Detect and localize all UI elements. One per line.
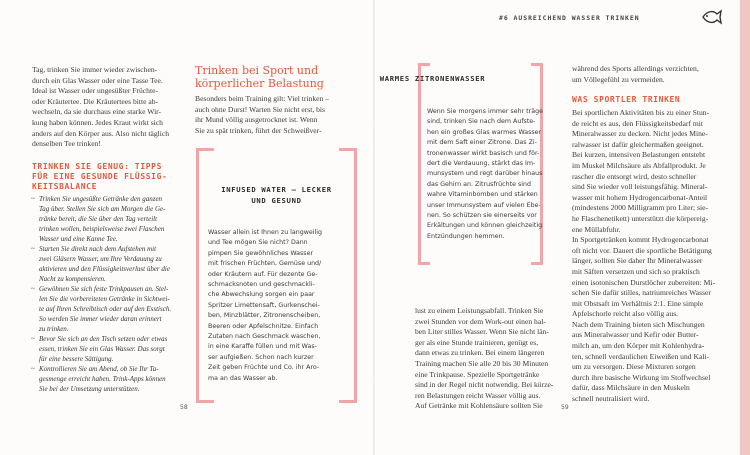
fish-logo-icon (701, 8, 723, 26)
tip-line (32, 234, 180, 244)
text-line: Apfelschorle reicht also völlig aus. (572, 309, 679, 319)
text-line: ten, schnell verdaulichen Eiweißen und Kali- (572, 351, 710, 361)
text-line: Auf Getränke mit Kohlensäure sollten Sie (415, 401, 543, 411)
tip-line (32, 314, 180, 324)
page-number-left: 58 (180, 404, 188, 411)
text-line: schen Sie dafür stilles, natriumreiches Wasser (572, 288, 711, 298)
tip-text: Nacht zu kompensieren. (39, 275, 106, 283)
text-line: durch ein Glas Wasser oder eine Tasse Tee. (32, 75, 163, 85)
text-line: ihr Mund völlig ausgetrocknet ist. Wenn (195, 115, 318, 125)
text-line: Training machen Sie alle 20 bis 30 Minuten (415, 358, 549, 368)
text-line: rascher die entsorgt wird, desto schneller (572, 171, 697, 181)
right-page (375, 0, 750, 455)
text-line: dann etwas zu trinken. Bei einem längeren (415, 348, 545, 358)
page-edge-stripe (740, 0, 750, 455)
tip-text: zwei Gläsern Wasser, um Ihre Verdauung zu (39, 255, 162, 263)
text-line: schnell neutralisiert wird. (572, 394, 650, 404)
tip-text: tränke bereit, die Sie über den Tag verteilt (39, 215, 158, 223)
box-gap (430, 60, 531, 70)
tip-text: Gewöhnen Sie sich feste Trinkpausen an. Stel- (39, 285, 169, 293)
tip-text: aktivieren und den Flüssigkeitsverlust über die (39, 265, 170, 273)
box-text-line: mit dem Saft einer Zitrone. Das Zi- (427, 139, 537, 147)
intro-paragraph (32, 65, 172, 150)
tip-line (32, 364, 180, 374)
text-line: im Muskel Milchsäure als Abfallprodukt. Je (572, 160, 706, 170)
text-line: um zu versorgen. Diese Mixturen sorgen (572, 362, 696, 372)
text-line: Besonders beim Training gilt: Viel trinken – (195, 94, 329, 103)
text-line: dafür, dass Milchsäure in den Muskeln (572, 383, 690, 393)
box-text-line: Entzündungen hemmen. (427, 232, 505, 240)
text-line: de reicht es aus, den Flüssigkeitsbedarf mit (572, 118, 703, 128)
tip-text: für eine bessere Sättigung. (39, 355, 114, 363)
tip-text: Sie bei der Umsetzung unterstützen. (39, 385, 140, 393)
box-text-line: ma an das Wasser ab. (208, 374, 278, 382)
text-line: Sie zu spät trinken, führt der Schweißver- (195, 125, 322, 135)
box-text-line: ser aufgießen. Schon nach kurzer (208, 353, 314, 361)
tilde-bullet-icon: ~ (31, 365, 35, 373)
tip-line (32, 274, 180, 284)
tip-line (32, 214, 180, 224)
text-line: um Völlegefühl zu vermeiden. (572, 74, 665, 84)
tip-line (32, 244, 180, 254)
sport-title (195, 64, 355, 90)
text-line: Ideal ist Wasser oder ungesüßter Früchte- (32, 86, 158, 96)
text-line: Bei sportlichen Aktivitäten bis zu einer Stun- (572, 108, 710, 117)
sportler-paragraph (572, 108, 728, 405)
text-line: sind Sie wieder voll leistungsfähig. Mineral- (572, 182, 708, 192)
tips-heading (32, 162, 182, 192)
sportler-heading: WAS SPORTLER TRINKEN (572, 95, 681, 104)
tip-text: trinken wollen, beispielsweise zwei Flaschen (39, 225, 165, 233)
tilde-bullet-icon: ~ (31, 285, 35, 293)
box-text-line: unser Immunsystem auf vielen Ebe- (427, 201, 541, 209)
text-line: Bei kurzen, intensiven Belastungen entsteht (572, 150, 706, 160)
text-line: zwei Stunden vor dem Work-out einen hal- (415, 316, 546, 326)
tip-line (32, 264, 180, 274)
text-line: ger als eine Stunde trainieren, genügt es, (415, 337, 539, 347)
box-text-line: wahre Vitaminbomben und stärken (427, 191, 538, 199)
tip-text: Kontrollieren Sie am Abend, ob Sie Ihr Ta- (39, 365, 159, 373)
box-text-line: ben, Minzblätter, Zitronenscheiben, (208, 312, 321, 320)
tip-text: te auf Ihren Schreibtisch oder auf den Esstisch. (39, 305, 172, 313)
tip-text: zu trinken. (39, 325, 69, 333)
box-text-line: dert die Verdauung, stärkt das Im- (427, 160, 536, 168)
text-line: ben Liter stilles Wasser. Wenn Sie nicht län- (415, 327, 549, 337)
text-line: he Flaschenetikett) unterstützt die körpereig- (572, 213, 709, 223)
box-gap (214, 396, 339, 406)
running-head: #6 AUSREICHEND WASSER TRINKEN (499, 14, 640, 22)
text-line: auch ohne Durst! Warten Sie nicht erst, bis (195, 104, 325, 114)
box-text-line: Wasser allein ist Ihnen zu langweilig (208, 229, 323, 236)
tip-line (32, 354, 180, 364)
box-text-line: schmacksnoten und geschmackli- (208, 281, 315, 289)
lemon-box-title: WARMES ZITRONENWASSER (379, 74, 486, 83)
box-title-line: INFUSED WATER – LECKER (221, 185, 332, 194)
box-text-line: Spritzer Limettensaft, Gurkenschei- (208, 301, 320, 309)
box-gap (214, 145, 339, 155)
box-text-line: und Tee mögen Sie nicht? Dann (208, 239, 308, 247)
box-text-line: nen. So schützen sie einerseits vor (427, 212, 537, 220)
text-line: einen isotonischen Durstlöcher zubereiten: Mi- (572, 277, 715, 287)
text-line: oft nicht vor. Dauert die sportliche Betätigung (572, 245, 712, 255)
heading-line: FÜR EINE GESUNDE FLÜSSIG- (32, 172, 168, 181)
tip-line (32, 204, 180, 214)
tip-text: len Sie die vorbereiteten Getränke in Sichtwei- (39, 295, 170, 303)
box-text-line: Wenn Sie morgens immer sehr träge (427, 108, 543, 115)
tip-line (32, 224, 180, 234)
text-line: kung haben können. Jedes Kraut wirkt sich (32, 117, 163, 127)
tip-text: Bevor Sie sich an den Tisch setzen oder etwas (39, 335, 168, 343)
text-line: milch an, um den Körper mit Kohlenhydra- (572, 341, 705, 351)
box-text-line: in eine Karaffe füllen und mit Was- (208, 343, 317, 351)
tip-line (32, 254, 180, 264)
tip-line (32, 344, 180, 354)
page-number-right: 59 (561, 404, 569, 411)
tip-line (32, 284, 180, 294)
tip-text: essen, trinken Sie ein Glas Wasser. Das sorgt (39, 345, 165, 353)
tip-text: Wasser und eine Kanne Tee. (39, 235, 118, 243)
tip-text: Trinken Sie ungesüßte Getränke den ganzen (39, 195, 163, 203)
text-line: aus Mineralwasser und Kefir oder Butter- (572, 330, 699, 340)
infused-box-title (199, 184, 354, 206)
text-line: wasser mit hohem Hydrogencarbonat-Anteil (572, 192, 708, 202)
box-text-line: Erkältungen und können gleichzeitig (427, 222, 543, 230)
box-text-line: mit frischen Früchten, Gemüse und/ (208, 260, 322, 268)
box-text-line: Beeren oder Apfelschnitze. Einfach (208, 322, 319, 330)
text-line: Tag, trinken Sie immer wieder zwischen- (32, 65, 158, 74)
tip-text: Starten Sie direkt nach dem Aufstehen mit (39, 245, 157, 253)
text-line: denselben Tee trinken! (32, 139, 101, 149)
text-line: anders auf den Körper aus. Also nicht täglich (32, 128, 170, 138)
box-text-line: oder Kräutern auf. Für dezente Ge- (208, 270, 318, 278)
heading-line: TRINKEN SIE GENUG: TIPPS (32, 162, 162, 171)
tip-line (32, 304, 180, 314)
tilde-bullet-icon: ~ (31, 335, 35, 343)
tip-line (32, 324, 180, 334)
tip-line (32, 384, 180, 394)
heading-line: KEITSBALANCE (32, 182, 97, 191)
title-line: körperlicher Belastung (195, 77, 324, 90)
text-line: (mindestens 2000 Milligramm pro Liter; sie- (572, 203, 709, 213)
tilde-bullet-icon: ~ (31, 245, 35, 253)
box-text-line: hen ein großes Glas warmes Wasser (427, 128, 542, 136)
tip-text: So werden Sie immer wieder daran erinnert (39, 315, 162, 323)
box-text-line: che Abwechslung sorgen ein paar (208, 291, 315, 299)
tip-line (32, 194, 180, 204)
box-text-line: tronenwasser wirkt basisch und för- (427, 149, 540, 157)
box-text-line: munsystem und regt darüber hinaus (427, 170, 543, 178)
tip-text: Tag über. Stellen Sie sich am Morgen die Ge- (39, 205, 166, 213)
text-line: In Sportgetränken kommt Hydrogencarbonat (572, 235, 709, 245)
tip-text: gesmenge erreicht haben. Trink-Apps können (39, 375, 166, 383)
text-line: mit Säften versetzen und sich so praktisch (572, 266, 700, 276)
text-line: mit Obstsaft im Verhältnis 2:1. Eine simple (572, 298, 704, 308)
tip-line (32, 294, 180, 304)
tip-line (32, 374, 180, 384)
box-text-line: Zutaten nach Geschmack waschen, (208, 333, 321, 341)
box-text-line: Zeit geben Früchte und Co. ihr Aro- (208, 364, 320, 372)
text-line: lust zu einem Leistungsabfall. Trinken Sie (415, 306, 544, 315)
text-line: sind in der Regel nicht notwendig. Bei kürze- (415, 380, 554, 390)
right-top-paragraph (572, 64, 728, 85)
text-line: eine Trinkpause. Spezielle Sportgetränke (415, 369, 540, 379)
box-text-line: sind, trinken Sie nach dem Aufste- (427, 118, 536, 126)
sport-paragraph (195, 94, 355, 136)
text-line: oder Kräutertee. Die Kräutertees bitte ab- (32, 96, 159, 106)
box-title-line: UND GESUND (251, 196, 302, 205)
text-line: durch ihre basische Wirkung im Stoffwechsel (572, 372, 711, 382)
tip-line (32, 334, 180, 344)
infused-box-body (208, 228, 350, 384)
title-line: Trinken bei Sport und (195, 64, 319, 77)
lemon-box-body (427, 107, 555, 242)
text-line: wechseln, da sie durchaus eine starke Wir- (32, 107, 162, 117)
box-text-line: pimpen Sie gewöhnliches Wasser (208, 249, 314, 257)
tips-list (32, 194, 180, 394)
text-line: länger, sollten Sie daher Ihr Mineralwasser (572, 256, 703, 266)
continuation-paragraph (415, 306, 559, 412)
text-line: ralwasser ist dafür gleichermaßen geeignet. (572, 139, 704, 149)
text-line: ren Belastungen reicht Wasser völlig aus. (415, 390, 541, 400)
tilde-bullet-icon: ~ (31, 195, 35, 203)
text-line: Mineralwasser zu decken. Nicht jedes Mine- (572, 129, 708, 139)
box-text-line: das Gehirn an. Zitrusfrüchte sind (427, 180, 531, 188)
text-line: Nach dem Training bieten sich Mischungen (572, 319, 705, 329)
text-line: während des Sports allerdings verzichten, (572, 64, 699, 73)
text-line: ene Müllabfuhr. (572, 224, 621, 234)
box-gap (430, 258, 531, 268)
